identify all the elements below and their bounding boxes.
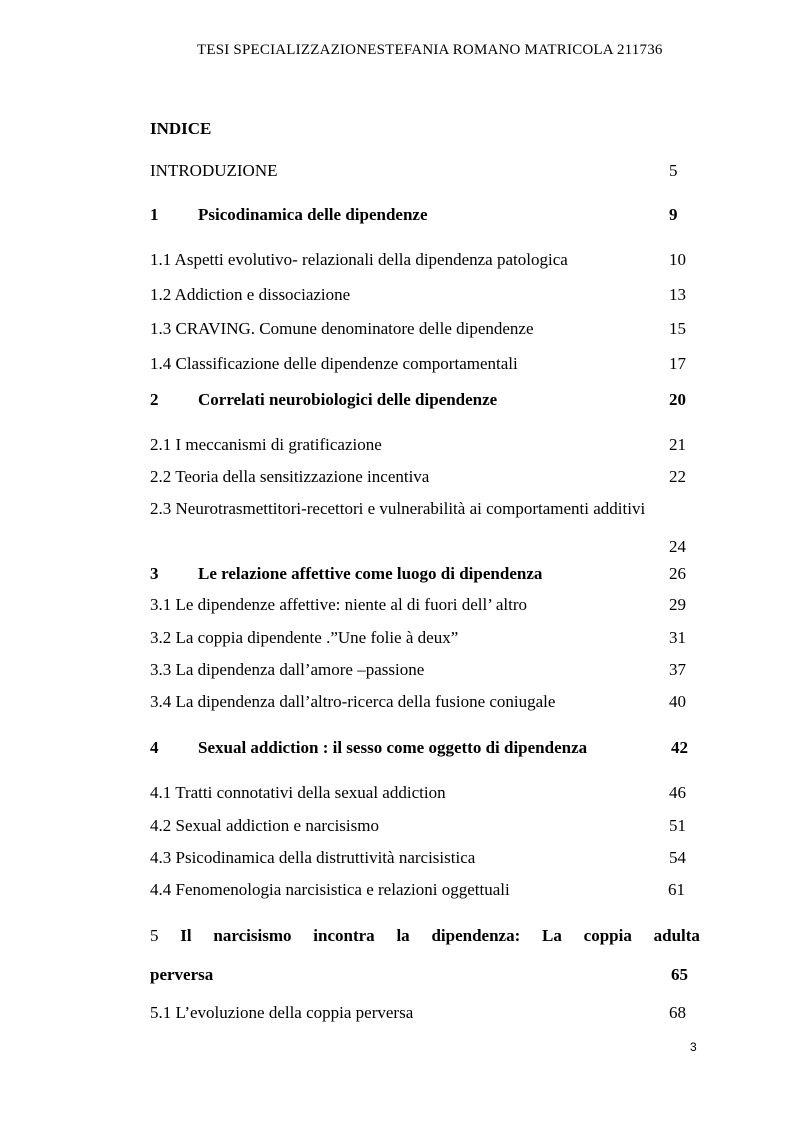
section-label: 3.4 La dipendenza dall’altro-ricerca della fusione coniugale	[150, 692, 556, 711]
section-label: 4.2 Sexual addiction e narcisismo	[150, 816, 379, 835]
chapter-page: 20	[669, 390, 686, 409]
chapter-title-word: narcisismo	[213, 926, 292, 945]
section-label: 2.3 Neurotrasmettitori-recettori e vulnerabilità ai comportamenti additivi	[150, 499, 646, 518]
section-page: 51	[669, 816, 686, 835]
section-page: 31	[669, 628, 686, 647]
chapter-title-word: incontra	[313, 926, 375, 945]
section-page: 37	[669, 660, 686, 679]
chapter-number: 4	[150, 738, 159, 757]
section-page: 10	[669, 250, 686, 269]
chapter-title: Psicodinamica delle dipendenze	[198, 205, 428, 224]
section-label: 1.2 Addiction e dissociazione	[150, 285, 351, 304]
page-number: 3	[690, 1040, 697, 1054]
chapter-page: 42	[671, 738, 688, 757]
chapter-title-word: dipendenza:	[431, 926, 521, 945]
section-label: 3.2 La coppia dipendente .”Une folie à deux”	[150, 628, 459, 647]
chapter-title-end: perversa	[150, 965, 214, 984]
chapter-page: 9	[669, 205, 678, 224]
chapter-title: Correlati neurobiologici delle dipendenze	[198, 390, 498, 409]
section-page: 17	[669, 354, 686, 373]
section-label: 2.1 I meccanismi di gratificazione	[150, 435, 382, 454]
section-page: 40	[669, 692, 686, 711]
section-page: 54	[669, 848, 686, 867]
document-header: TESI SPECIALIZZAZIONESTEFANIA ROMANO MATRICOLA 211736	[197, 42, 663, 58]
section-page: 22	[669, 467, 686, 486]
section-page: 68	[669, 1003, 686, 1022]
chapter-title-word: La	[542, 926, 562, 945]
chapter-page: 65	[671, 965, 688, 984]
section-page: 15	[669, 319, 686, 338]
section-label: 3.3 La dipendenza dall’amore –passione	[150, 660, 425, 679]
chapter-title: Le relazione affettive come luogo di dipendenza	[198, 564, 543, 583]
section-label: 3.1 Le dipendenze affettive: niente al di fuori dell’ altro	[150, 595, 527, 614]
chapter-title: Sexual addiction : il sesso come oggetto di dipendenza	[198, 738, 588, 757]
chapter-title-word: la	[396, 926, 410, 945]
section-page: 24	[669, 537, 686, 556]
chapter-number: 3	[150, 564, 159, 583]
section-page: 61	[668, 880, 685, 899]
section-label: 1.3 CRAVING. Comune denominatore delle dipendenze	[150, 319, 534, 338]
section-label: 1.4 Classificazione delle dipendenze comportamentali	[150, 354, 518, 373]
section-page: 29	[669, 595, 686, 614]
section-page: 21	[669, 435, 686, 454]
toc-chapter-5	[150, 926, 700, 946]
section-label: 4.4 Fenomenologia narcisistica e relazioni oggettuali	[150, 880, 510, 899]
toc-label: INTRODUZIONE	[150, 161, 278, 180]
chapter-number: 5	[150, 926, 159, 945]
section-page: 13	[669, 285, 686, 304]
section-label: 2.2 Teoria della sensitizzazione incentiva	[150, 467, 430, 486]
section-label: 4.3 Psicodinamica della distruttività narcisistica	[150, 848, 476, 867]
index-title: INDICE	[150, 119, 212, 138]
toc-page: 5	[669, 161, 678, 180]
chapter-title-word: coppia	[583, 926, 632, 945]
section-label: 1.1 Aspetti evolutivo- relazionali della dipendenza patologica	[150, 250, 568, 269]
section-label: 5.1 L’evoluzione della coppia perversa	[150, 1003, 414, 1022]
chapter-number: 2	[150, 390, 159, 409]
chapter-page: 26	[669, 564, 686, 583]
chapter-number: 1	[150, 205, 159, 224]
chapter-title-word: Il	[180, 926, 192, 945]
section-page: 46	[669, 783, 686, 802]
chapter-title-word: adulta	[653, 926, 700, 945]
section-label: 4.1 Tratti connotativi della sexual addiction	[150, 783, 446, 802]
